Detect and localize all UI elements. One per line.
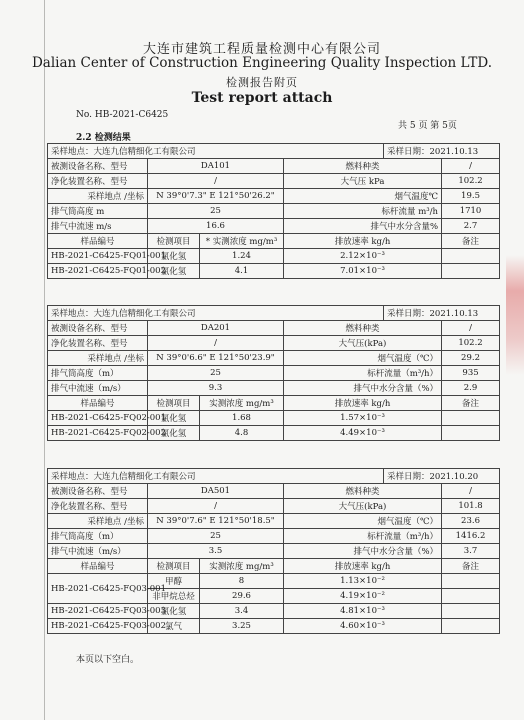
col-note-header: 备注 (442, 234, 500, 249)
height-value: 25 (148, 366, 284, 381)
remark (442, 264, 500, 279)
moisture-label: 排气中水分含量% (284, 219, 442, 234)
velocity-value: 9.3 (148, 381, 284, 396)
result-table-2 (47, 305, 500, 441)
table-row (48, 321, 500, 336)
flow-label: 标杆流量 m³/h (284, 204, 442, 219)
table-row (48, 411, 500, 426)
table-row (48, 366, 500, 381)
col-note-header: 备注 (442, 559, 500, 574)
table-row (48, 544, 500, 559)
col-item-header: 检测项目 (148, 234, 200, 249)
flow-value: 1710 (442, 204, 500, 219)
table-row (48, 514, 500, 529)
col-conc-header: 实测浓度 mg/m³ (200, 559, 284, 574)
remark (442, 589, 500, 604)
site-cell: 采样地点：大连九信精细化工有限公司 (48, 469, 384, 484)
moisture-value: 3.7 (442, 544, 500, 559)
table-row (48, 174, 500, 189)
table-row (48, 574, 500, 589)
sample-id: HB-2021-C6425-FQ01-002 (48, 264, 148, 279)
sample-id: HB-2021-C6425-FQ01-001 (48, 249, 148, 264)
sample-id: HB-2021-C6425-FQ03-002 (48, 619, 148, 634)
sample-id: HB-2021-C6425-FQ03-001 (48, 574, 148, 604)
device-value: DA101 (148, 159, 284, 174)
remark (442, 411, 500, 426)
emission-rate: 4.19×10⁻² (284, 589, 442, 604)
col-sample-header: 样品编号 (48, 559, 148, 574)
table-row (48, 204, 500, 219)
concentration: 3.4 (200, 604, 284, 619)
table-row (48, 604, 500, 619)
height-value: 25 (148, 529, 284, 544)
pressure-value: 101.8 (442, 499, 500, 514)
col-item-header: 检测项目 (148, 559, 200, 574)
emission-rate: 4.49×10⁻³ (284, 426, 442, 441)
concentration: 8 (200, 574, 284, 589)
table-row (48, 381, 500, 396)
pressure-label: 大气压(kPa) (284, 499, 442, 514)
date-cell: 采样日期：2021.10.20 (384, 469, 500, 484)
org-name-en: Dalian Center of Construction Engineering Quality Inspection LTD. (31, 55, 493, 71)
purifier-value: / (148, 499, 284, 514)
remark (442, 604, 500, 619)
emission-rate: 1.13×10⁻² (284, 574, 442, 589)
col-sample-header: 样品编号 (48, 234, 148, 249)
test-item: 非甲烷总烃 (148, 589, 200, 604)
concentration: 1.68 (200, 411, 284, 426)
location-label: 采样地点 /坐标 (48, 351, 148, 366)
flow-label: 标杆流量（m³/h） (284, 529, 442, 544)
table-row (48, 264, 500, 279)
report-title: Test report attach (191, 90, 333, 106)
sample-id: HB-2021-C6425-FQ02-001 (48, 411, 148, 426)
location-value: N 39°0'6.6" E 121°50'23.9" (148, 351, 284, 366)
table-row (48, 529, 500, 544)
pressure-value: 102.2 (442, 174, 500, 189)
date-cell: 采样日期：2021.10.13 (384, 306, 500, 321)
site-cell: 采样地点：大连九信精细化工有限公司 (48, 306, 384, 321)
org-name-cn: 大连市建筑工程质量检测中心有限公司 (142, 42, 381, 57)
col-item-header: 检测项目 (148, 396, 200, 411)
emission-rate: 4.81×10⁻³ (284, 604, 442, 619)
page-edge-line (44, 0, 45, 720)
temp-label: 烟气温度℃ (284, 189, 442, 204)
height-label: 排气筒高度（m） (48, 529, 148, 544)
pressure-value: 102.2 (442, 336, 500, 351)
device-value: DA501 (148, 484, 284, 499)
height-value: 25 (148, 204, 284, 219)
col-rate-header: 排放速率 kg/h (284, 234, 442, 249)
temp-value: 19.5 (442, 189, 500, 204)
purifier-value: / (148, 336, 284, 351)
moisture-label: 排气中水分含量（%） (284, 544, 442, 559)
emission-rate: 7.01×10⁻³ (284, 264, 442, 279)
temp-label: 烟气温度（℃） (284, 514, 442, 529)
table-row (48, 306, 500, 321)
device-label: 被测设备名称、型号 (48, 321, 148, 336)
remark (442, 574, 500, 589)
test-item: 氯化氢 (148, 604, 200, 619)
height-label: 排气筒高度（m） (48, 366, 148, 381)
blank-below-note: 本页以下空白。 (76, 655, 140, 665)
remark (442, 619, 500, 634)
device-label: 被测设备名称、型号 (48, 159, 148, 174)
pressure-label: 大气压(kPa) (284, 336, 442, 351)
purifier-label: 净化装置名称、型号 (48, 174, 148, 189)
col-note-header: 备注 (442, 396, 500, 411)
fuel-label: 燃料种类 (284, 159, 442, 174)
fuel-value: / (442, 484, 500, 499)
velocity-label: 排气中流速（m/s） (48, 381, 148, 396)
purifier-label: 净化装置名称、型号 (48, 499, 148, 514)
table-row (48, 219, 500, 234)
test-item: 氯化氢 (148, 411, 200, 426)
page-indicator: 共 5 页 第 5页 (398, 121, 457, 131)
device-label: 被测设备名称、型号 (48, 484, 148, 499)
emission-rate: 4.60×10⁻³ (284, 619, 442, 634)
fuel-value: / (442, 159, 500, 174)
remark (442, 249, 500, 264)
col-conc-header: 实测浓度 mg/m³ (200, 396, 284, 411)
table-header-row (48, 234, 500, 249)
flow-value: 1416.2 (442, 529, 500, 544)
velocity-value: 16.6 (148, 219, 284, 234)
seal-stamp-fragment (506, 255, 524, 375)
table-row (48, 159, 500, 174)
concentration: 1.24 (200, 249, 284, 264)
emission-rate: 2.12×10⁻³ (284, 249, 442, 264)
col-sample-header: 样品编号 (48, 396, 148, 411)
moisture-value: 2.9 (442, 381, 500, 396)
concentration: 29.6 (200, 589, 284, 604)
emission-rate: 1.57×10⁻³ (284, 411, 442, 426)
concentration: 3.25 (200, 619, 284, 634)
fuel-value: / (442, 321, 500, 336)
date-cell: 采样日期：2021.10.13 (384, 144, 500, 159)
concentration: 4.8 (200, 426, 284, 441)
table-header-row (48, 396, 500, 411)
table-row (48, 426, 500, 441)
site-cell: 采样地点：大连九信精细化工有限公司 (48, 144, 384, 159)
result-table-1 (47, 143, 500, 279)
flow-value: 935 (442, 366, 500, 381)
location-value: N 39°0'7.3" E 121°50'26.2" (148, 189, 284, 204)
col-conc-header: * 实测浓度 mg/m³ (200, 234, 284, 249)
remark (442, 426, 500, 441)
velocity-label: 排气中流速（m/s） (48, 544, 148, 559)
table-row (48, 189, 500, 204)
report-number: No. HB-2021-C6425 (76, 110, 169, 120)
col-rate-header: 排放速率 kg/h (284, 396, 442, 411)
velocity-value: 3.5 (148, 544, 284, 559)
location-value: N 39°0'7.6" E 121°50'18.5" (148, 514, 284, 529)
table-row (48, 499, 500, 514)
pressure-label: 大气压 kPa (284, 174, 442, 189)
sample-id: HB-2021-C6425-FQ03-003 (48, 604, 148, 619)
purifier-label: 净化装置名称、型号 (48, 336, 148, 351)
result-table-3 (47, 468, 500, 634)
section-heading: 2.2 检测结果 (76, 133, 131, 143)
fuel-label: 燃料种类 (284, 321, 442, 336)
concentration: 4.1 (200, 264, 284, 279)
table-row (48, 484, 500, 499)
sample-id: HB-2021-C6425-FQ02-002 (48, 426, 148, 441)
test-item: 氯化氢 (148, 264, 200, 279)
table-row (48, 469, 500, 484)
device-value: DA201 (148, 321, 284, 336)
table-header-row (48, 559, 500, 574)
test-item: 氯气 (148, 619, 200, 634)
table-row (48, 144, 500, 159)
test-item: 氯化氢 (148, 249, 200, 264)
moisture-value: 2.7 (442, 219, 500, 234)
fuel-label: 燃料种类 (284, 484, 442, 499)
velocity-label: 排气中流速 m/s (48, 219, 148, 234)
col-rate-header: 排放速率 kg/h (284, 559, 442, 574)
table-row (48, 249, 500, 264)
moisture-label: 排气中水分含量（%） (284, 381, 442, 396)
flow-label: 标杆流量（m³/h） (284, 366, 442, 381)
table-row (48, 619, 500, 634)
test-item: 氯化氢 (148, 426, 200, 441)
purifier-value: / (148, 174, 284, 189)
temp-label: 烟气温度（℃） (284, 351, 442, 366)
temp-value: 29.2 (442, 351, 500, 366)
table-row (48, 351, 500, 366)
report-subtitle: 检测报告附页 (226, 76, 298, 89)
location-label: 采样地点 /坐标 (48, 189, 148, 204)
location-label: 采样地点 /坐标 (48, 514, 148, 529)
temp-value: 23.6 (442, 514, 500, 529)
test-item: 甲醇 (148, 574, 200, 589)
table-row (48, 336, 500, 351)
height-label: 排气筒高度 m (48, 204, 148, 219)
